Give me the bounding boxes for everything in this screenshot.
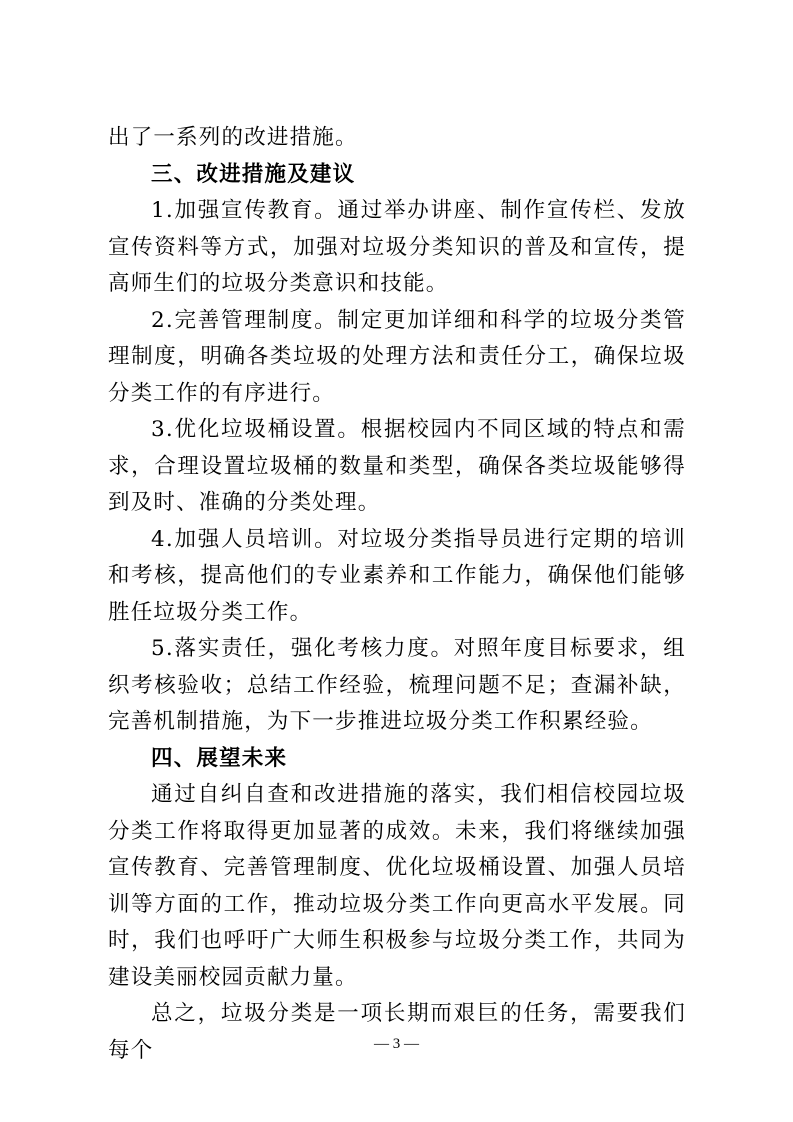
section-heading-outlook: 四、展望未来 [151,745,288,771]
page-number: — 3 — [374,1036,419,1052]
paragraph-measure-3: 3.优化垃圾桶设置。根据校园内不同区域的特点和需求，合理设置垃圾桶的数量和类型，确保各类垃圾能够得到及时、准确的分类处理。 [108,417,686,515]
paragraph-measure-1: 1.加强宣传教育。通过举办讲座、制作宣传栏、发放宣传资料等方式，加强对垃圾分类知识的普及和宣传，提高师生们的垃圾分类意识和技能。 [108,198,686,296]
paragraph-measure-2: 2.完善管理制度。制定更加详细和科学的垃圾分类管理制度，明确各类垃圾的处理方法和责任分工，确保垃圾分类工作的有序进行。 [108,307,686,406]
section-heading-improvement-measures: 三、改进措施及建议 [151,161,356,187]
paragraph-continuation: 出了一系列的改进措施。 [108,125,358,150]
body-text [108,120,686,1069]
paragraph-outlook: 通过自纠自查和改进措施的落实，我们相信校园垃圾分类工作将取得更加显著的成效。未来，我们将继续加强宣传教育、完善管理制度、优化垃圾桶设置、加强人员培训等方面的工作，推动垃圾分类工作向更高水平发展。同时，我们也呼吁广大师生积极参与垃圾分类工作，共同为建设美丽校园贡献力量。 [108,782,686,990]
paragraph-conclusion: 总之，垃圾分类是一项长期而艰巨的任务，需要我们每个 [108,1001,686,1063]
paragraph-measure-5: 5.落实责任，强化考核力度。对照年度目标要求，组织考核验收；总结工作经验，梳理问题不足；查漏补缺，完善机制措施，为下一步推进垃圾分类工作积累经验。 [108,636,686,734]
paragraph-measure-4: 4.加强人员培训。对垃圾分类指导员进行定期的培训和考核，提高他们的专业素养和工作能力，确保他们能够胜任垃圾分类工作。 [108,526,686,625]
